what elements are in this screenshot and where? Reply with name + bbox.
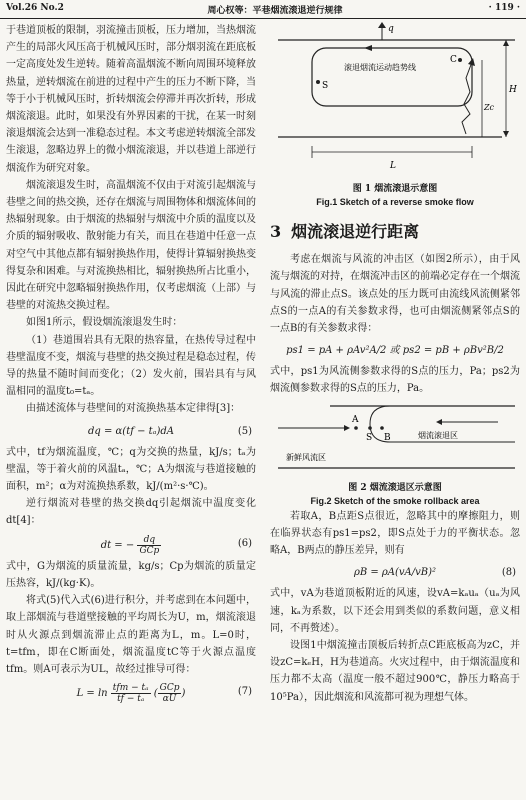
equation-7: L = ln $\frac{\text{tfm − tₐ}}{\text{tf − tₐ}}$ ( $\frac{\text{GCp}}{\alpha U}$ ) (7) — [76, 683, 252, 705]
label-fresh-air: 新鲜风流区 — [286, 452, 326, 462]
equation-body: ρB = ρA(vA/vB)² — [353, 567, 437, 579]
paragraph: 将式(5)代入式(6)进行积分，并考虑到在本问题中，取上部烟流与巷道壁接触的平均周长为U，m，烟流滚退时从火源点到烟流滞止点的距离为L，m。L=0时，t=tfm，即在C断面处，烟流温度tC等于火源点温度tfm。则A可表示为UL，故经过推导可得： — [6, 595, 256, 675]
arrow-head-icon — [344, 425, 350, 431]
figure-1-caption-cn: 图 1 烟流滚退示意图 — [352, 184, 438, 195]
paragraph: 于巷道顶板的限制，羽流撞击顶板，压力增加，当热烟流产生的局部火风压高于机械风压时，部分烟羽流在距底板一定高度处发生逆转。随着高温烟流不断向周围环境释放热量，逆转烟流在前进的过程中产生的压力不断下降，当等于小于机械风压时，折转烟流会停滞并再次折转，形成烟流滚退。此时，如果没有外界因素的干扰，在某一时刻滚退烟流会达到一准稳态过程。本文考虑逆转烟流全部发生滚退，忽略边界上的微小烟流滚退，并以巷道上部逆行烟流作为研究对象。 — [6, 25, 256, 174]
equation-lhs: dt = − — [100, 539, 135, 551]
point-a — [354, 426, 358, 430]
equation-number: (8) — [501, 567, 516, 579]
fraction: $\frac{\text{GCp}}{\alpha U}$ — [159, 683, 180, 705]
equation-6 — [6, 530, 256, 558]
smoke-loop — [312, 48, 472, 106]
section-number: 3 — [270, 222, 282, 242]
paragraph: 设图1中烟流撞击顶板后转折点C距底板高为zC，并设zC=kₑH，H为巷道高。火灾过程中，由于烟流温度和压力都不太高（温度一般不超过900℃，静压力略高于10⁵Pa），因此烟流和风流都可视为理想气体。 — [270, 640, 520, 703]
paragraph: 式中，ps1为风流侧参数求得的S点的压力，Pa；ps2为烟流侧参数求得的S点的压力，Pa。 — [270, 366, 520, 395]
figure-1 — [270, 22, 520, 209]
paragraph: 逆行烟流对巷壁的热交换dq引起烟流中温度变化dt[4]： — [6, 498, 256, 527]
label-q: q — [388, 24, 394, 34]
paragraph: （1）巷道围岩具有无限的热容量，在热传导过程中巷壁温度不变，烟流与巷壁的热交换过程是稳态过程，传导的热量不随时间而变化；（2）发火前，围岩具有与风温相同的温度t₀=tₐ。 — [6, 334, 256, 398]
paragraph: 若取A，B点距S点很近，忽略其中的摩擦阻力，则在临界状态有ps1=ps2，即S点处于力的平衡状态。忽略A，B两点的静压差异，则有 — [270, 510, 520, 557]
right-column — [270, 22, 520, 706]
label-zc: Zc — [484, 103, 495, 112]
paragraph: 式中，tf为烟流温度，℃；q为交换的热量，kJ/s；tₐ为壁温，等于着火前的风温tₐ，℃；A为烟流与巷道接触的面积，m²；α为对流换热系数，kJ/(m²·s·℃)。 — [6, 446, 256, 493]
point-s — [368, 426, 372, 430]
header-title: 周心权等：平巷烟流滚退逆行规律 — [207, 6, 343, 16]
figure-2-caption-cn: 图 2 烟流滚退区示意图 — [348, 482, 442, 493]
equation-body: dq = α(tf − tₐ)dA — [88, 425, 174, 437]
running-header — [0, 0, 526, 19]
figure-2 — [270, 398, 520, 508]
volume-number: Vol.26 No.2 — [6, 3, 64, 13]
paragraph: 式中，G为烟流的质量流量，kg/s；Cp为烟流的质量定压热容，kJ/(kg·K)。 — [6, 560, 256, 589]
figure-1-diagram — [270, 22, 520, 177]
equation-lhs: L = ln — [76, 688, 108, 700]
page-number: · 119 · — [488, 3, 520, 13]
equation-pressure — [270, 337, 520, 363]
equation-number: (6) — [237, 537, 252, 549]
section-heading — [270, 217, 520, 247]
label-c: C — [450, 55, 457, 65]
equation-8 — [270, 559, 520, 585]
paragraph: 由描述流体与巷壁间的对流换热基本定律得[3]： — [26, 403, 241, 415]
paragraph: 式中，vA为巷道顶板附近的风速，设vA=kₐuₐ（uₐ为风速，kₐ为系数，以下还会用到类似的系数问题，意义相同，不再赘述）。 — [270, 588, 520, 634]
point-s — [316, 80, 320, 84]
paragraph: 烟流滚退发生时，高温烟流不仅由于对流引起烟流与巷壁之间的热交换，还存在烟流与周围物体和烟流体间的热辐射现象。由于烟流的热辐射与烟流中介质的温度以及介质的辐射吸收、散射能力有关，而且在巷道中任意一点对空气中其他点都有辐射换热作用，使得计算辐射换热变得复杂和困难。与对流换热相比，辐射换热所占比重小，因此在研究中忽略辐射换热作用，仅考虑烟流（上部）与巷壁的对流热交换过程。 — [6, 179, 256, 312]
figure-2-diagram — [270, 398, 520, 476]
label-b: B — [384, 432, 391, 443]
figure-1-caption-en: Fig.1 Sketch of a reverse smoke flow — [316, 197, 474, 208]
label-s: S — [366, 432, 373, 443]
label-smoke-zone: 烟流滚退区 — [418, 430, 458, 440]
label-h: H — [509, 85, 517, 95]
figure-2-caption-en: Fig.2 Sketch of the smoke rollback area — [310, 495, 480, 506]
equation-body: ps1 = pA + ρAv²A/2 或 ps2 = pB + ρBv²B/2 — [286, 345, 504, 357]
label-l: L — [390, 161, 396, 171]
fraction: $\frac{dq}{\text{GCp}}$ — [139, 534, 160, 556]
label-a: A — [352, 414, 359, 425]
arrow-head-icon — [436, 419, 442, 425]
equation-5 — [6, 418, 256, 444]
point-b — [380, 426, 384, 430]
fraction: $\frac{\text{tfm − tₐ}}{\text{tf − tₐ}}$ — [112, 683, 149, 705]
paragraph: 考虑在烟流与风流的冲击区（如图2所示），由于风流与烟流的对持，在烟流冲击区的前端必定存在一个烟流与风流的滞止点S。该点处的压力既可由流线风流侧紧邻点S的一点A的有关参数求得，也可由烟流侧紧邻点S的一点B的有关参数求得： — [270, 254, 520, 335]
label-inside: 滚退烟流运动趋势线 — [344, 63, 416, 72]
arrow-head-icon — [378, 22, 386, 28]
left-column — [6, 22, 256, 706]
label-s: S — [322, 81, 329, 91]
section-title: 烟流滚退逆行距离 — [291, 222, 420, 242]
point-c — [458, 58, 462, 62]
flow-arrow-icon — [364, 45, 372, 51]
equation-number: (5) — [237, 425, 252, 437]
equation-number: (7) — [237, 686, 252, 698]
paragraph: 如图1所示，假设烟流滚退发生时： — [26, 317, 183, 329]
